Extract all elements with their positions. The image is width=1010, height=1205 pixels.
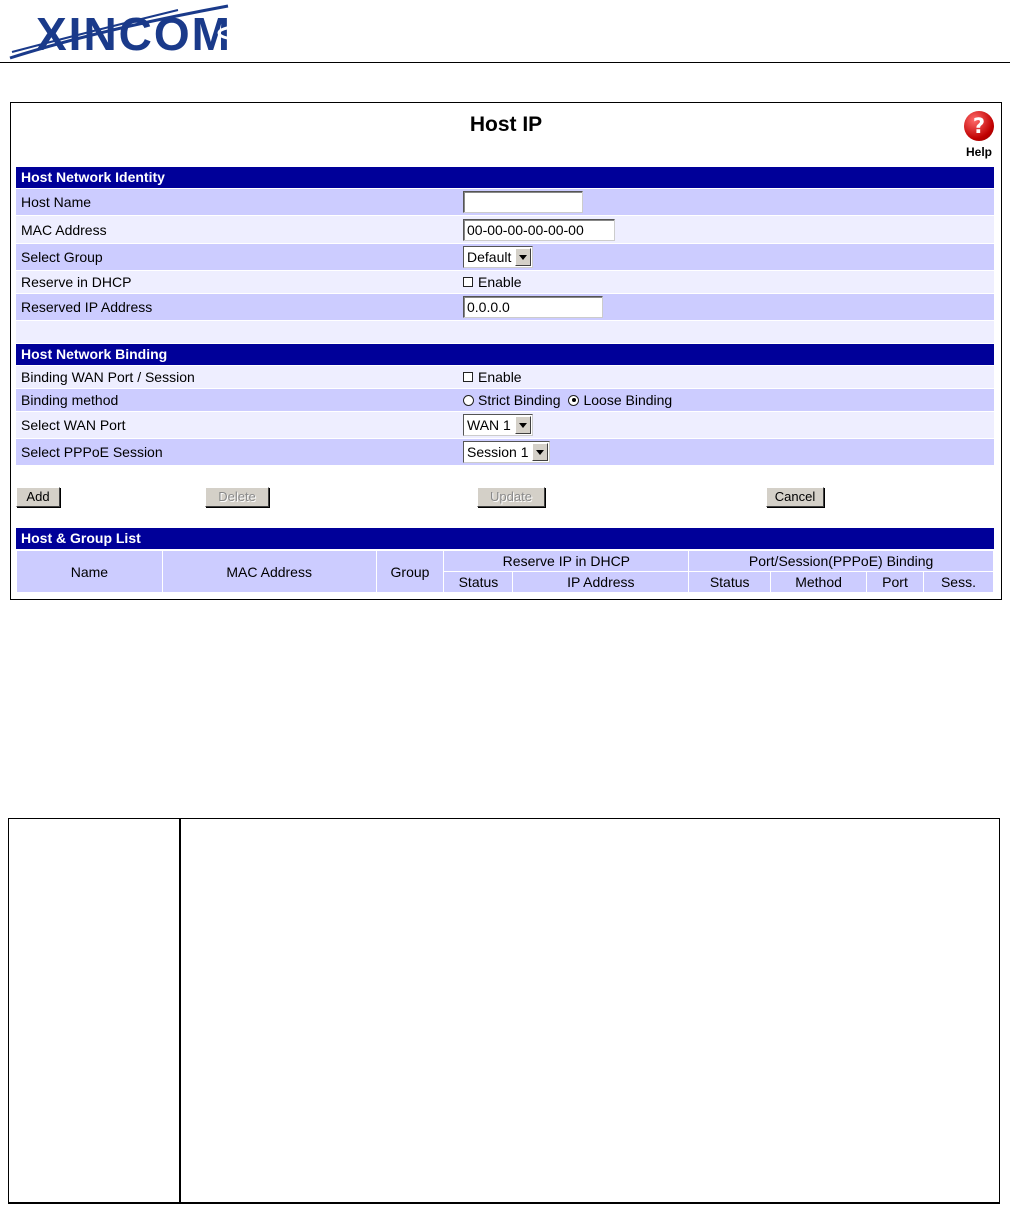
chevron-down-icon (515, 416, 531, 434)
description-table-box (8, 818, 1000, 1204)
binding-wan-session-enable-label: Enable (478, 369, 522, 385)
help-icon: ? (964, 111, 994, 141)
col-binding-port: Port (867, 572, 924, 593)
header-divider (0, 62, 1010, 63)
binding-wan-session-label: Binding WAN Port / Session (21, 369, 195, 385)
page-title: Host IP (469, 113, 543, 136)
row-binding-wan-session (16, 366, 994, 388)
host-group-table (16, 550, 994, 593)
wan-port-select-value: WAN 1 (467, 417, 511, 433)
group-select[interactable] (463, 246, 533, 268)
reserved-ip-label: Reserved IP Address (21, 299, 153, 315)
row-reserve-dhcp (16, 271, 994, 293)
logo-text: XINCOM (36, 8, 232, 60)
col-group: Group (376, 551, 444, 593)
reserve-dhcp-option (463, 274, 522, 290)
help-button[interactable] (961, 111, 997, 165)
loose-binding-label: Loose Binding (583, 392, 673, 408)
update-button[interactable]: Update (477, 487, 545, 507)
col-binding-method: Method (771, 572, 867, 593)
strict-binding-label: Strict Binding (478, 392, 561, 408)
col-reserve-ip: Reserve IP in DHCP (444, 551, 689, 572)
select-group-label: Select Group (21, 249, 103, 265)
reserve-dhcp-label: Reserve in DHCP (21, 274, 132, 290)
row-binding-method (16, 389, 994, 411)
xincom-logo (8, 2, 328, 62)
host-ip-panel (10, 102, 1002, 600)
col-binding-status: Status (689, 572, 771, 593)
row-host-name (16, 189, 994, 215)
pppoe-session-select[interactable] (463, 441, 550, 463)
row-select-pppoe (16, 439, 994, 465)
row-reserved-ip (16, 294, 994, 320)
help-label: Help (965, 145, 992, 159)
spacer-row (16, 321, 994, 343)
row-mac-address (16, 216, 994, 243)
binding-wan-session-option (463, 369, 522, 385)
loose-binding-option[interactable] (568, 392, 672, 408)
strict-binding-option[interactable] (463, 392, 560, 408)
col-reserve-ip-address: IP Address (513, 572, 689, 593)
reserve-dhcp-enable-label: Enable (478, 274, 522, 290)
col-mac-address: MAC Address (162, 551, 376, 593)
chevron-down-icon (532, 443, 548, 461)
select-pppoe-label: Select PPPoE Session (21, 444, 163, 460)
mac-address-label: MAC Address (21, 221, 107, 238)
col-name: Name (17, 551, 163, 593)
col-reserve-status: Status (444, 572, 513, 593)
section-host-network-identity: Host Network Identity (16, 167, 994, 188)
select-wan-port-label: Select WAN Port (21, 417, 126, 433)
strict-binding-radio[interactable] (463, 395, 474, 406)
pppoe-session-select-value: Session 1 (467, 444, 529, 460)
reserved-ip-input[interactable] (463, 296, 603, 318)
reserve-dhcp-checkbox[interactable] (463, 277, 473, 287)
wan-port-select[interactable] (463, 414, 533, 436)
host-name-input[interactable] (463, 191, 583, 213)
host-name-label: Host Name (21, 194, 92, 210)
loose-binding-radio[interactable] (568, 395, 579, 406)
group-select-value: Default (467, 249, 512, 265)
description-table-divider (179, 819, 181, 1202)
add-button[interactable]: Add (16, 487, 60, 507)
col-binding-sess: Sess. (923, 572, 993, 593)
row-select-group (16, 244, 994, 270)
row-select-wan-port (16, 412, 994, 438)
section-host-group-list: Host & Group List (16, 528, 994, 549)
binding-wan-session-checkbox[interactable] (463, 372, 473, 382)
col-port-session-binding: Port/Session(PPPoE) Binding (689, 551, 994, 572)
mac-address-input[interactable] (463, 219, 615, 241)
cancel-button[interactable]: Cancel (766, 487, 824, 507)
binding-method-label: Binding method (21, 392, 119, 408)
section-host-network-binding: Host Network Binding (16, 344, 994, 365)
chevron-down-icon (515, 248, 531, 266)
delete-button[interactable]: Delete (205, 487, 269, 507)
